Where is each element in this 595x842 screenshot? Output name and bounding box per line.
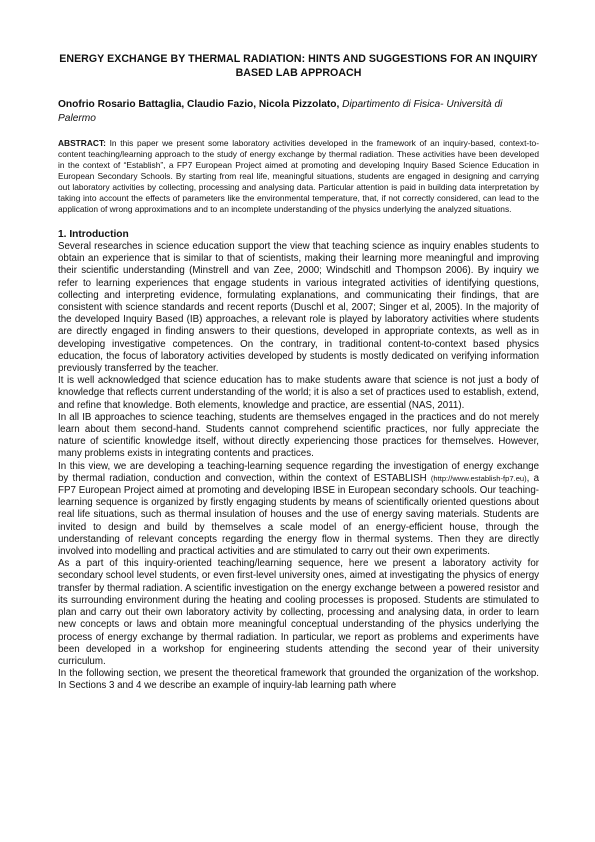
affiliation: Dipartimento di Fisica- Università di Palermo [58,99,503,124]
paragraph [58,461,539,559]
abstract [58,138,539,215]
paragraph-text: , a FP7 European Project aimed at promoting and developing IBSE in European secondary schools. Our teaching-learning sequence is organized by firstly engaging students by means of scientifically oriented questions about real life situations, such as thermal insulation of houses and the use of energy saving materials. Students are invited to design and build by themselves a scale model of an energy-efficient house, through the understanding of relevant concepts regarding the energy flow in thermal systems. Then they are directly involved into modelling and practical activities and are stimulated to carry out their own experiments. [58,472,540,558]
author-line [58,98,539,126]
body-text [58,241,539,693]
section-heading-introduction: 1. Introduction [58,229,129,240]
paragraph: Several researches in science education support the view that teaching science as inquiry enables students to obtain an experience that is similar to that of scientists, making their learning more meaningful and improving their scientific understanding (Minstrell and van Zee, 2000; Windschitl and Thompson 2006). By inquiry we refer to learning experiences that engage students in various integrated activities of identifying questions, collecting and interpreting evidence, formulating explanations, and communicating their findings, that are consistent with science standards and recent reports (Duschl et al, 2007; Singer et al, 2005). In the majority of the developed Inquiry Based (IB) approaches, a relevant role is played by laboratory activities where students are directly engaged in finding answers to their questions, developed in appropriate contexts, as well as in developing investigative competences. On the contrary, in traditional content-to-context based physics education, the focus of laboratory activities developed by students is mostly dedicated on verifying information previously transferred by the teacher. [58,241,539,375]
paragraph: As a part of this inquiry-oriented teaching/learning sequence, here we present a laboratory activity for secondary school level students, or even first-level university ones, aimed at investigating the physics of energy transfer by thermal radiation. A scientific investigation on the energy exchange between a powered resistor and its surrounding environment during the heating and cooling processes is proposed. Students are stimulated to plan and carry out their own laboratory activity by collecting, processing and analysing data, in order to learn new concepts or laws and obtain more meaningful conceptual understanding of the physics underlying the process of energy exchange by thermal radiation. In particular, we report as problems and experiments have been developed in a workshop for engineering students attending the second year of their university curriculum. [58,558,539,667]
abstract-text: In this paper we present some laboratory activities developed in the framework of an inquiry-based, context-to-content teaching/learning approach to the study of energy exchange by thermal radiation. These activities have been developed in the context of “Establish”, a FP7 European Project aimed at promoting and developing Inquiry Based Science Education in European Secondary Schools. By starting from real life, meaningful situations, students are engaged in designing and carrying out laboratory activities by collecting, processing and analysing data. Particular attention is paid in building data interpretation by taking into account the effects of parameters like the environmental temperature, that, if not correctly considered, can lead to the application of wrong approximations and to an incomplete understanding of the physics underlying the analyzed situations. [58,138,539,214]
paper-page [58,52,539,693]
author-names: Onofrio Rosario Battaglia, Claudio Fazio, Nicola Pizzolato, [58,99,340,110]
paper-title: ENERGY EXCHANGE BY THERMAL RADIATION: HINTS AND SUGGESTIONS FOR AN INQUIRY BASED LAB APPROACH [59,53,538,79]
paragraph: It is well acknowledged that science education has to make students aware that science is not just a body of knowledge that reflects current understanding of the world; it is also a set of practices used to establish, extend, and refine that knowledge. Both elements, knowledge and practice, are essential (NAS, 2011). [58,375,539,411]
abstract-label: ABSTRACT: [58,138,106,148]
paragraph: In all IB approaches to science teaching, students are themselves engaged in the practices and do not merely learn about them second-hand. Students cannot comprehend scientific practices, nor fully appreciate the nature of scientific knowledge itself, without directly experiencing those practices for themselves. However, many problems exists in integrating contents and practices. [58,411,539,460]
paragraph: In the following section, we present the theoretical framework that grounded the organization of the workshop. In Sections 3 and 4 we describe an example of inquiry-lab learning path where [58,668,539,692]
project-url: (http://www.establish-fp7.eu) [430,473,527,483]
paragraph-text: In this view, we are developing a teaching-learning sequence regarding the investigation of energy exchange by thermal radiation, conduction and convection, within the context of ESTABLISH [58,460,539,484]
